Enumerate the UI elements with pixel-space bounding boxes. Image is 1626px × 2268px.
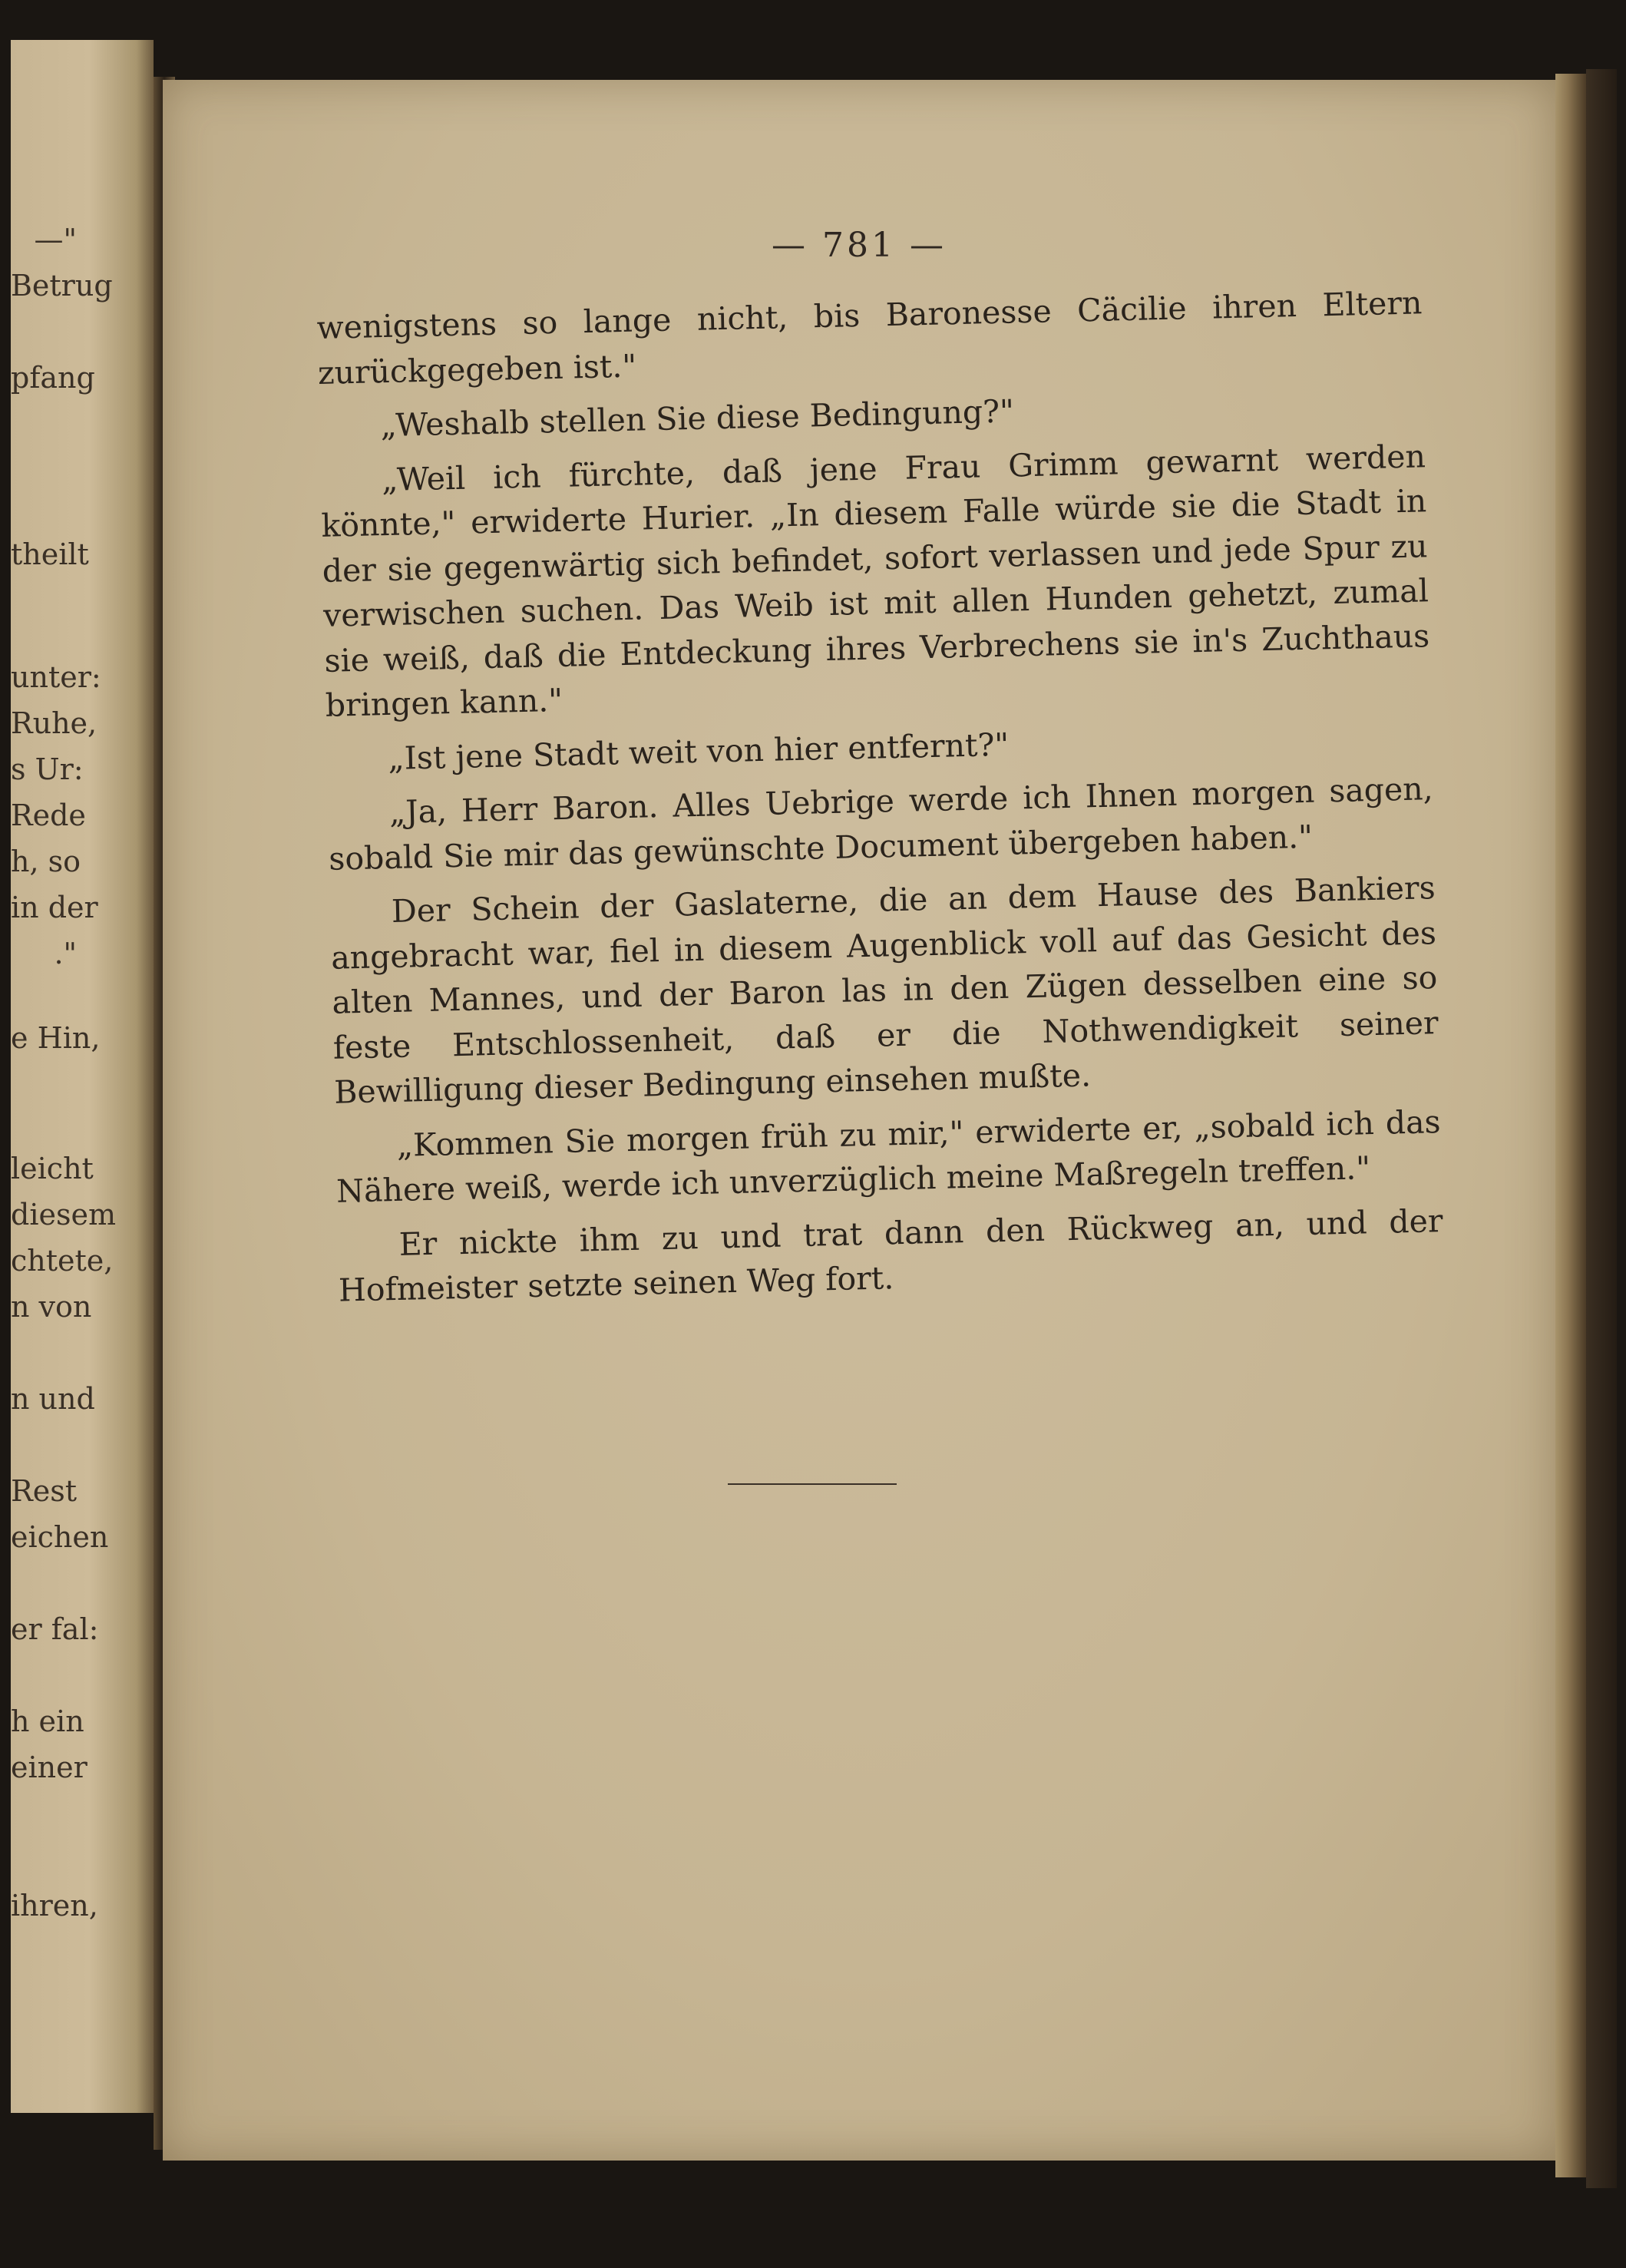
page-number: — 781 — bbox=[772, 226, 947, 265]
previous-page-fragment: theilt bbox=[11, 537, 89, 571]
previous-page-fragment: h, so bbox=[11, 845, 81, 878]
paragraph: wenigstens so lange nicht, bis Baronesse Cäcilie ihren Eltern zurückgegeben ist." bbox=[316, 284, 1423, 392]
previous-page-fragment: s Ur: bbox=[11, 752, 84, 786]
previous-page-fragment: n und bbox=[11, 1382, 95, 1416]
paragraph: „Weil ich fürchte, daß jene Frau Grimm gewarnt werden könnte," erwiderte Hurier. „In diesem Falle würde sie die Stadt in der sie gegenwärtig sich befindet, sofort verlassen und jede Spur zu verwischen suchen. Das Weib ist mit allen Hunden gehetzt, zumal sie weiß, daß die Entdeckung ihres Verbrechens sie in's Zuchthaus bringen kann." bbox=[320, 437, 1430, 724]
previous-page-fragment: chtete, bbox=[11, 1244, 114, 1278]
previous-page-fragment: e Hin, bbox=[11, 1021, 101, 1055]
previous-page-fragment: einer bbox=[11, 1751, 88, 1784]
previous-page-fragment: diesem bbox=[11, 1198, 116, 1232]
previous-page-fragment: in der bbox=[11, 891, 98, 924]
previous-page-fragment: Rede bbox=[11, 798, 86, 832]
previous-page-fragment: —" bbox=[34, 223, 77, 256]
book-cover-edge bbox=[1586, 69, 1617, 2188]
paragraph: „Ist jene Stadt weit von hier entfernt?" bbox=[387, 726, 1010, 777]
previous-page-fragment: ." bbox=[54, 937, 77, 970]
paragraph: Er nickte ihm zu und trat dann den Rückweg an, und der Hofmeister setzte seinen Weg fort. bbox=[338, 1202, 1443, 1309]
previous-page-fragment: unter: bbox=[11, 660, 101, 694]
page-stack-edge bbox=[1555, 74, 1586, 2177]
paragraph: „Kommen Sie morgen früh zu mir," erwiderte er, „sobald ich das Nähere weiß, werde ich unverzüglich meine Maßregeln treffen." bbox=[335, 1103, 1442, 1210]
previous-page-fragment: eichen bbox=[11, 1520, 109, 1554]
book-page bbox=[163, 80, 1555, 2161]
previous-page-fragment: er fal: bbox=[11, 1612, 99, 1646]
previous-page-fragment: n von bbox=[11, 1290, 92, 1324]
previous-page-fragment: ihren, bbox=[11, 1889, 98, 1923]
previous-page-fragment: pfang bbox=[11, 361, 95, 395]
paragraph: „Ja, Herr Baron. Alles Uebrige werde ich Ihnen morgen sagen, sobald Sie mir das gewünschte Document übergeben haben." bbox=[328, 770, 1434, 878]
page-body-text bbox=[316, 280, 1445, 1322]
previous-page-fragment: Rest bbox=[11, 1474, 77, 1508]
paragraph: Der Schein der Gaslaterne, die an dem Hause des Bankiers angebracht war, fiel in diesem Augenblick voll auf das Gesicht des alten Mannes, und der Baron las in den Zügen desselben eine so feste Entschlossenheit, daß er die Nothwendigkeit seiner Bewilligung dieser Bedingung einsehen mußte. bbox=[330, 869, 1439, 1111]
previous-page-fragment: h ein bbox=[11, 1704, 84, 1738]
paragraph: „Weshalb stellen Sie diese Bedingung?" bbox=[380, 392, 1015, 445]
previous-page-fragment: Betrug bbox=[11, 269, 113, 303]
previous-page-fragment: leicht bbox=[11, 1152, 94, 1185]
previous-page-edge bbox=[11, 40, 154, 2113]
section-end-rule bbox=[728, 1483, 897, 1485]
previous-page-fragment: Ruhe, bbox=[11, 706, 97, 740]
